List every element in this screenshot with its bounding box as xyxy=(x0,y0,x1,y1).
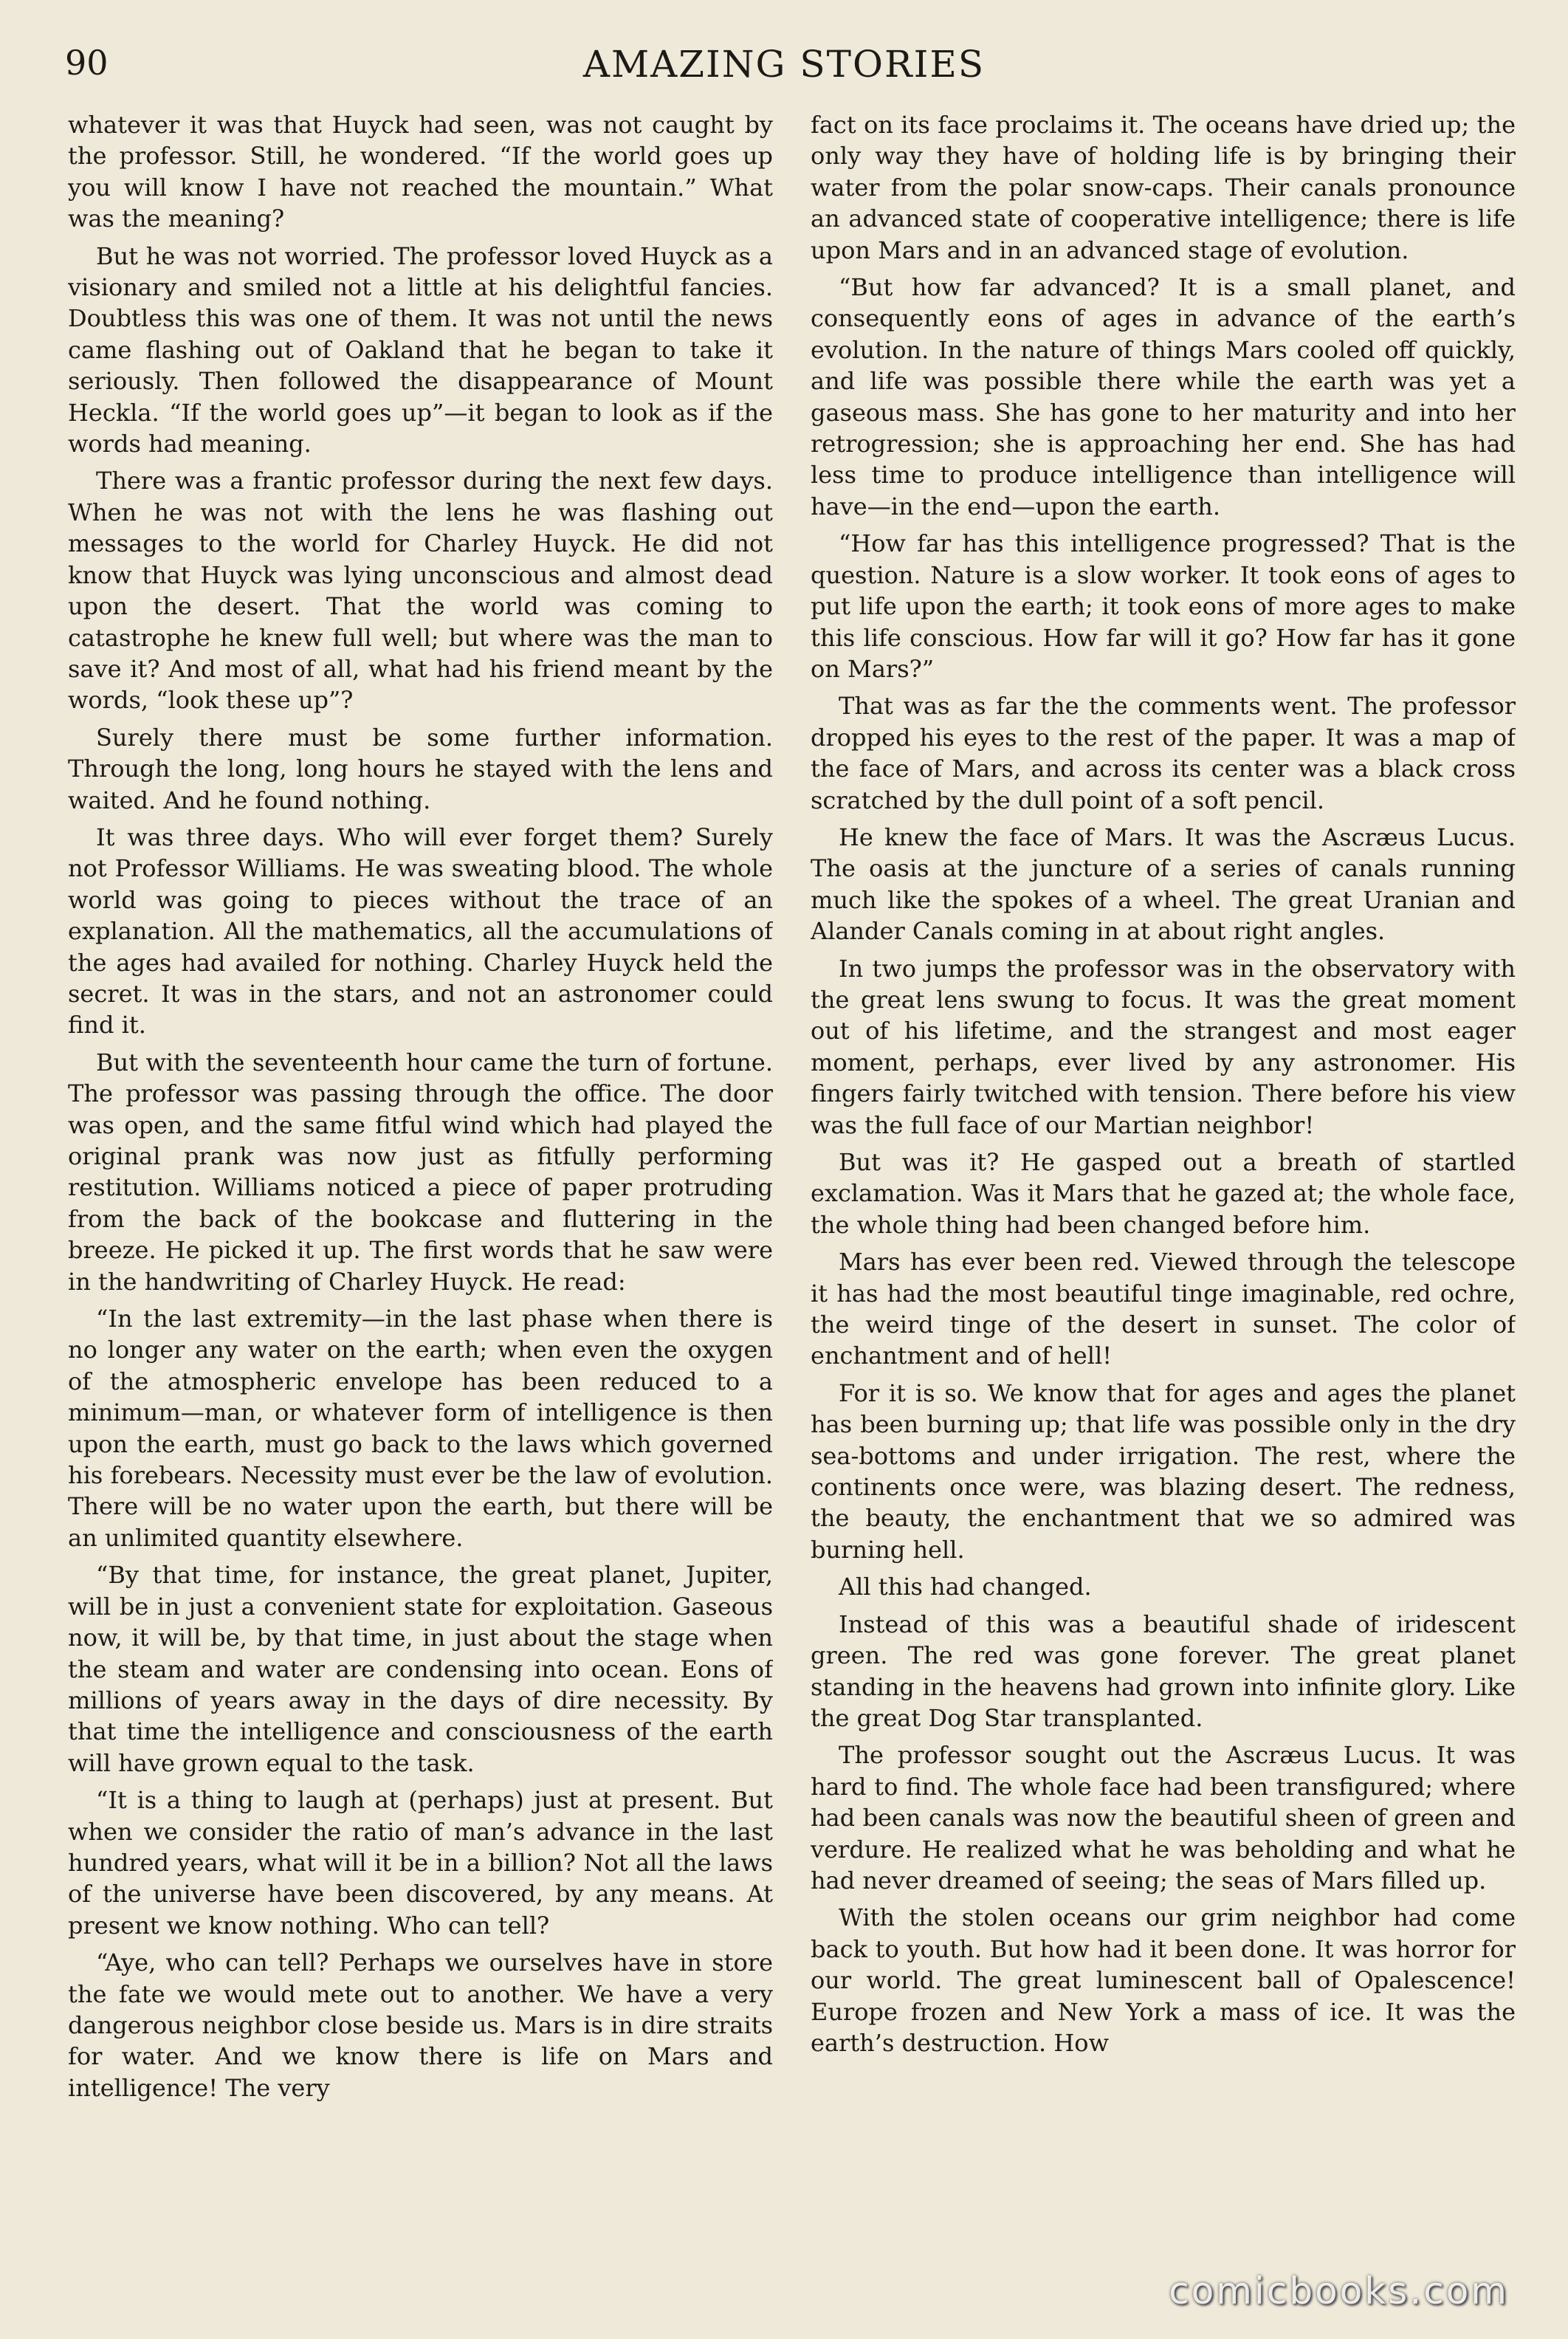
paragraph: In two jumps the professor was in the observatory with the great lens swung to focus. It was the great moment out of his lifetime, and the strangest and most eager moment, perhaps, ever lived by any astronomer. His fingers fairly twitched with tension. There before his view was the full face of our Martian neighbor! xyxy=(811,954,1516,1139)
paragraph: All this had changed. xyxy=(839,1573,1092,1601)
right-column xyxy=(811,109,1516,2295)
paragraph: Instead of this was a beautiful shade of iridescent green. The red was gone forever. The great planet standing in the heavens had grown into infinite glory. Like the great Dog Star transplanted. xyxy=(811,1610,1516,1732)
paragraph: That was as far the the comments went. The professor dropped his eyes to the rest of the paper. It was a map of the face of Mars, and across its center was a black cross scratched by the dull point of a soft pencil. xyxy=(811,692,1516,814)
running-head: AMAZING STORIES xyxy=(582,43,986,86)
paragraph: With the stolen oceans our grim neighbor had come back to youth. But how had it been done. It was horror for our world. The great luminescent ball of Opalescence! Europe frozen and New York a mass of ice. It was the earth’s destruction. How xyxy=(811,1903,1516,2057)
paragraph: whatever it was that Huyck had seen, was not caught by the professor. Still, he wondered. “If the world goes up you will know I have not reached the mountain.” What was the meaning? xyxy=(68,111,773,233)
paragraph: But was it? He gasped out a breath of startled exclamation. Was it Mars that he gazed at; the whole face, the whole thing had been changed before him. xyxy=(811,1148,1516,1239)
paragraph: fact on its face proclaims it. The oceans have dried up; the only way they have of holding life is by bringing their water from the polar snow-caps. Their canals pronounce an advanced state of cooperative intelligence; there is life upon Mars and in an advanced stage of evolution. xyxy=(811,111,1516,264)
watermark: comicbooks.com xyxy=(1169,2270,1509,2312)
paragraph: Surely there must be some further information. Through the long, long hours he stayed with the lens and waited. And he found nothing. xyxy=(68,723,773,814)
paragraph: “How far has this intelligence progressed? That is the question. Nature is a slow worker. It took eons of ages to put life upon the earth; it took eons of more ages to make this life conscious. How far will it go? How far has it gone on Mars?” xyxy=(811,529,1516,683)
paragraph: “In the last extremity—in the last phase when there is no longer any water on the earth; when even the oxygen of the atmospheric envelope has been reduced to a minimum—man, or whatever form of intelligence is then upon the earth, must go back to the laws which governed his forebears. Necessity must ever be the law of evolution. There will be no water upon the earth, but there will be an unlimited quantity elsewhere. xyxy=(68,1305,773,1552)
paragraph: It was three days. Who will ever forget them? Surely not Professor Williams. He was sweating blood. The whole world was going to pieces without the trace of an explanation. All the mathematics, all the accumulations of the ages had availed for nothing. Charley Huyck held the secret. It was in the stars, and not an astronomer could find it. xyxy=(68,822,773,1040)
paragraph: “But how far advanced? It is a small planet, and consequently eons of ages in advance of the earth’s evolution. In the nature of things Mars cooled off quickly, and life was possible there while the earth was yet a gaseous mass. She has gone to her maturity and into her retrogression; she is approaching her end. She has had less time to produce intelligence than intelligence will have—in the end—upon the earth. xyxy=(811,273,1516,521)
paragraph: But he was not worried. The professor loved Huyck as a visionary and smiled not a little at his delightful fancies. Doubtless this was one of them. It was not until the news came flashing out of Oakland that he began to take it seriously. Then followed the disappearance of Mount Heckla. “If the world goes up”—it began to look as if the words had meaning. xyxy=(68,241,773,458)
paragraph: Mars has ever been red. Viewed through the telescope it has had the most beautiful tinge imaginable, red ochre, the weird tinge of the desert in sunset. The color of enchantment and of hell! xyxy=(811,1248,1516,1370)
paragraph: The professor sought out the Ascræus Lucus. It was hard to find. The whole face had been transfigured; where had been canals was now the beautiful sheen of green and verdure. He realized what he was beholding and what he had never dreamed of seeing; the seas of Mars filled up. xyxy=(811,1741,1516,1895)
paragraph: There was a frantic professor during the next few days. When he was not with the lens he was flashing out messages to the world for Charley Huyck. He did not know that Huyck was lying unconscious and almost dead upon the desert. That the world was coming to catastrophe he knew full well; but where was the man to save it? And most of all, what had his friend meant by the words, “look these up”? xyxy=(68,467,773,715)
left-column xyxy=(68,109,773,2295)
paragraph: “Aye, who can tell? Perhaps we ourselves have in store the fate we would mete out to another. We have a very dangerous neighbor close beside us. Mars is in dire straits for water. And we know there is life on Mars and intelligence! The very xyxy=(68,1948,773,2102)
paragraph: For it is so. We know that for ages and ages the planet has been burning up; that life was possible only in the dry sea-bottoms and under irrigation. The rest, where the continents once were, was blazing desert. The redness, the beauty, the enchantment that we so admired was burning hell. xyxy=(811,1378,1516,1564)
paragraph: “By that time, for instance, the great planet, Jupiter, will be in just a convenient state for exploitation. Gaseous now, it will be, by that time, in just about the stage when the steam and water are condensing into ocean. Eons of millions of years away in the days of dire necessity. By that time the intelligence and consciousness of the earth will have grown equal to the task. xyxy=(68,1561,773,1777)
paragraph: He knew the face of Mars. It was the Ascræus Lucus. The oasis at the juncture of a series of canals running much like the spokes of a wheel. The great Uranian and Alander Canals coming in at about right angles. xyxy=(811,822,1516,946)
paragraph: “It is a thing to laugh at (perhaps) just at present. But when we consider the ratio of man’s advance in the last hundred years, what will it be in a billion? Not all the laws of the universe have been discovered, by any means. At present we know nothing. Who can tell? xyxy=(68,1786,773,1940)
page-number: 90 xyxy=(65,43,109,83)
paragraph: But with the seventeenth hour came the turn of fortune. The professor was passing through the office. The door was open, and the same fitful wind which had played the original prank was now just as fitfully performing restitution. Williams noticed a piece of paper protruding from the back of the bookcase and fluttering in the breeze. He picked it up. The first words that he saw were in the handwriting of Charley Huyck. He read: xyxy=(68,1048,773,1296)
